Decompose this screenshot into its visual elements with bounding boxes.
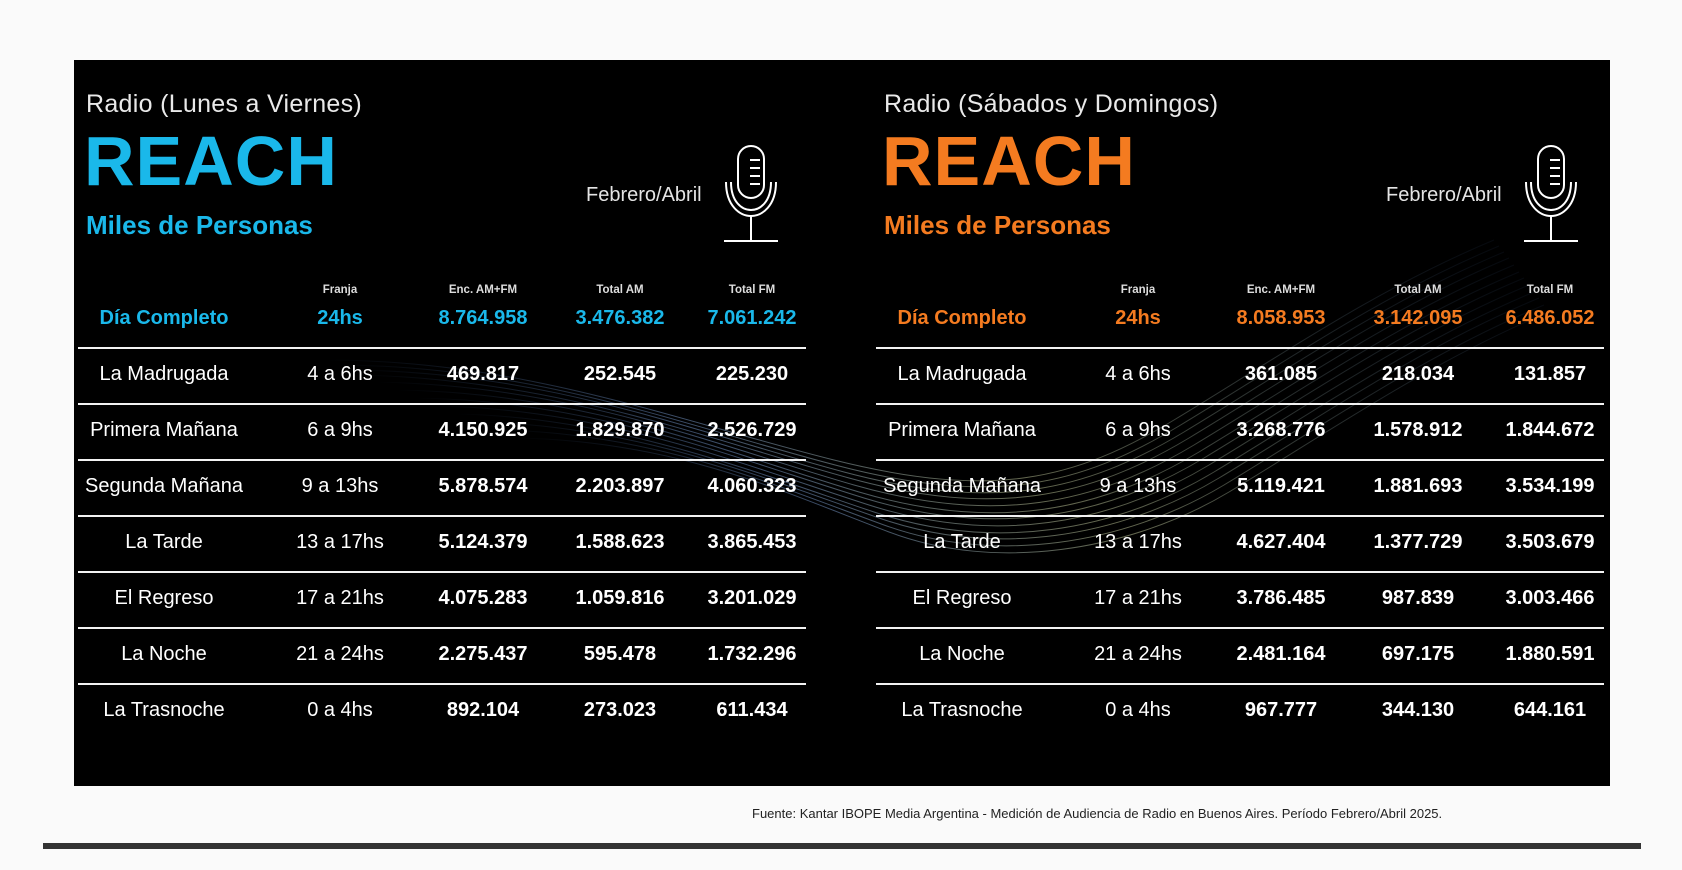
row-value: 5.878.574 (438, 475, 528, 497)
panel-subtitle: Radio (Lunes a Viernes) (86, 90, 363, 118)
row-divider (78, 403, 806, 405)
total-row-value: 3.142.095 (1373, 307, 1463, 329)
row-divider (78, 571, 806, 573)
row-label: La Noche (919, 643, 1005, 665)
period-label: Febrero/Abril (1386, 184, 1502, 206)
row-value: 5.119.421 (1237, 475, 1325, 497)
row-value: 5.124.379 (438, 531, 528, 553)
row-franja: 6 a 9hs (307, 419, 373, 441)
column-header: Enc. AM+FM (1246, 284, 1316, 296)
row-value: 252.545 (583, 363, 657, 385)
row-value: 697.175 (1381, 643, 1455, 665)
row-value: 1.588.623 (575, 531, 665, 553)
row-value: 3.786.485 (1236, 587, 1326, 609)
total-row-value: 8.764.958 (438, 307, 528, 329)
bottom-divider (43, 843, 1641, 849)
row-value: 1.829.870 (575, 419, 665, 441)
row-label: La Trasnoche (103, 699, 225, 721)
row-franja: 21 a 24hs (1094, 643, 1182, 665)
row-franja: 17 a 21hs (296, 587, 384, 609)
row-value: 1.880.591 (1505, 643, 1595, 665)
row-value: 3.503.679 (1505, 531, 1595, 553)
row-value: 1.059.816 (575, 587, 665, 609)
row-label: Segunda Mañana (883, 475, 1041, 497)
total-row-value: 7.061.242 (707, 307, 797, 329)
row-franja: 4 a 6hs (307, 363, 373, 385)
row-franja: 6 a 9hs (1105, 419, 1171, 441)
column-header: Total AM (1394, 284, 1442, 296)
row-value: 2.481.164 (1236, 643, 1326, 665)
total-row-value: 6.486.052 (1505, 307, 1595, 329)
row-value: 987.839 (1381, 587, 1455, 609)
infographic-panel (74, 60, 1610, 786)
panel-title: REACH (882, 122, 1136, 200)
row-value: 469.817 (446, 363, 520, 385)
row-divider (876, 403, 1604, 405)
row-franja: 0 a 4hs (307, 699, 373, 721)
panel-title: REACH (84, 122, 338, 200)
row-divider (78, 459, 806, 461)
row-value: 3.201.029 (707, 587, 797, 609)
total-row-value: 8.058.953 (1236, 307, 1326, 329)
row-divider (78, 347, 806, 349)
row-label: Segunda Mañana (85, 475, 243, 497)
row-label: La Madrugada (897, 363, 1027, 385)
row-divider (876, 627, 1604, 629)
row-franja: 21 a 24hs (296, 643, 384, 665)
row-divider (876, 683, 1604, 685)
column-header: Franja (1120, 284, 1156, 296)
row-value: 3.268.776 (1236, 419, 1326, 441)
row-divider (876, 515, 1604, 517)
row-value: 892.104 (446, 699, 520, 721)
panel-unit: Miles de Personas (86, 210, 313, 240)
column-header: Total FM (1526, 284, 1574, 296)
row-value: 225.230 (715, 363, 789, 385)
row-divider (78, 627, 806, 629)
row-value: 1.881.693 (1373, 475, 1463, 497)
column-header: Enc. AM+FM (448, 284, 518, 296)
row-label: La Madrugada (99, 363, 229, 385)
column-header: Total AM (596, 284, 644, 296)
row-label: Primera Mañana (888, 419, 1036, 441)
row-value: 595.478 (583, 643, 657, 665)
total-row-label: Día Completo (99, 307, 229, 329)
column-header: Franja (322, 284, 358, 296)
microphone-icon (720, 144, 784, 244)
row-label: El Regreso (912, 587, 1012, 609)
row-franja: 13 a 17hs (296, 531, 384, 553)
row-franja: 9 a 13hs (301, 475, 379, 497)
row-value: 218.034 (1381, 363, 1455, 385)
row-value: 2.203.897 (575, 475, 665, 497)
panel-subtitle: Radio (Sábados y Domingos) (884, 90, 1219, 118)
microphone-icon (1520, 144, 1584, 244)
period-label: Febrero/Abril (586, 184, 702, 206)
row-value: 1.732.296 (707, 643, 797, 665)
row-franja: 0 a 4hs (1105, 699, 1171, 721)
row-value: 4.627.404 (1236, 531, 1326, 553)
row-divider (876, 571, 1604, 573)
row-value: 1.578.912 (1373, 419, 1463, 441)
row-value: 344.130 (1381, 699, 1455, 721)
row-franja: 9 a 13hs (1099, 475, 1177, 497)
row-value: 361.085 (1244, 363, 1318, 385)
total-row-label: Día Completo (897, 307, 1027, 329)
row-value: 4.075.283 (438, 587, 528, 609)
row-value: 1.377.729 (1373, 531, 1463, 553)
row-value: 4.150.925 (438, 419, 528, 441)
row-value: 273.023 (583, 699, 657, 721)
row-value: 131.857 (1513, 363, 1587, 385)
row-value: 3.534.199 (1505, 475, 1595, 497)
row-value: 2.526.729 (707, 419, 797, 441)
row-label: La Tarde (125, 531, 203, 553)
row-franja: 13 a 17hs (1094, 531, 1182, 553)
row-value: 3.003.466 (1505, 587, 1595, 609)
row-franja: 4 a 6hs (1105, 363, 1171, 385)
row-label: Primera Mañana (90, 419, 238, 441)
row-divider (876, 347, 1604, 349)
row-value: 2.275.437 (438, 643, 528, 665)
row-label: La Noche (121, 643, 207, 665)
row-label: La Trasnoche (901, 699, 1023, 721)
row-value: 644.161 (1513, 699, 1587, 721)
row-divider (876, 459, 1604, 461)
source-footnote: Fuente: Kantar IBOPE Media Argentina - Medición de Audiencia de Radio en Buenos Aires. Período Febrero/Abril 2025. (752, 806, 1443, 821)
row-label: El Regreso (114, 587, 214, 609)
total-row-value: 24hs (1115, 307, 1161, 329)
row-value: 3.865.453 (707, 531, 797, 553)
total-row-value: 24hs (317, 307, 363, 329)
total-row-value: 3.476.382 (575, 307, 665, 329)
row-divider (78, 515, 806, 517)
row-value: 611.434 (716, 699, 788, 721)
row-value: 1.844.672 (1505, 419, 1595, 441)
row-value: 967.777 (1244, 699, 1318, 721)
row-franja: 17 a 21hs (1094, 587, 1182, 609)
row-divider (78, 683, 806, 685)
panel-unit: Miles de Personas (884, 210, 1111, 240)
row-value: 4.060.323 (707, 475, 797, 497)
row-label: La Tarde (923, 531, 1001, 553)
column-header: Total FM (728, 284, 776, 296)
